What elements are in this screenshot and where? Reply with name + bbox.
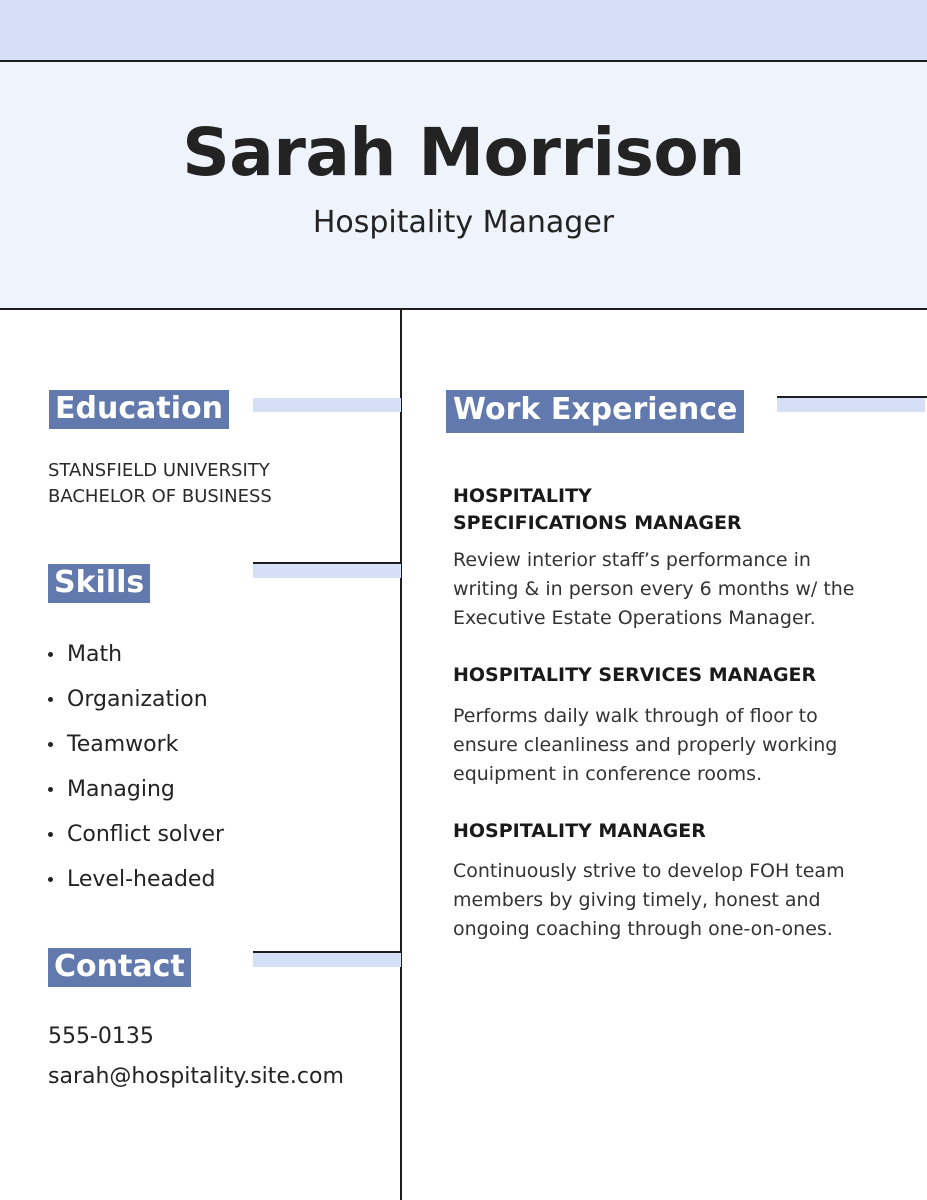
bullet-icon xyxy=(48,652,53,657)
job-title-line: SPECIFICATIONS MANAGER xyxy=(453,512,742,534)
skill-label: Managing xyxy=(67,777,175,802)
job-desc-line: Continuously strive to develop FOH team xyxy=(453,860,845,882)
bullet-icon xyxy=(48,832,53,837)
job-title xyxy=(453,483,893,537)
job-description xyxy=(453,702,893,789)
contact-phone: 555-0135 xyxy=(48,1024,154,1049)
job-desc-line: Review interior staff’s performance in xyxy=(453,549,811,571)
job-desc-line: members by giving timely, honest and xyxy=(453,889,821,911)
job-desc-line: Performs daily walk through of floor to xyxy=(453,705,818,727)
bullet-icon xyxy=(48,697,53,702)
job-title-line: HOSPITALITY xyxy=(453,485,592,507)
candidate-name: Sarah Morrison xyxy=(182,114,745,191)
job-title xyxy=(453,662,893,689)
work-accent-bar xyxy=(777,398,925,412)
job-description xyxy=(453,546,893,633)
candidate-title: Hospitality Manager xyxy=(312,205,615,240)
skill-item xyxy=(48,677,224,722)
education-heading: Education xyxy=(49,390,229,429)
skill-item xyxy=(48,812,224,857)
job-desc-line: equipment in conference rooms. xyxy=(453,763,763,785)
skill-label: Math xyxy=(67,642,123,667)
top-band xyxy=(0,0,927,61)
job-description xyxy=(453,857,893,944)
education-degree: BACHELOR OF BUSINESS xyxy=(48,486,272,507)
skills-heading: Skills xyxy=(48,564,150,603)
bullet-icon xyxy=(48,787,53,792)
job-desc-line: ongoing coaching through one-on-ones. xyxy=(453,918,833,940)
job-title-line: HOSPITALITY SERVICES MANAGER xyxy=(453,664,817,686)
skill-label: Conflict solver xyxy=(67,822,225,847)
skill-label: Organization xyxy=(67,687,208,712)
contact-email: sarah@hospitality.site.com xyxy=(48,1064,344,1089)
education-details xyxy=(48,458,272,510)
contact-accent-bar xyxy=(253,953,401,967)
education-school: STANSFIELD UNIVERSITY xyxy=(48,460,270,481)
skill-item xyxy=(48,632,224,677)
job-desc-line: Executive Estate Operations Manager. xyxy=(453,607,816,629)
contact-heading: Contact xyxy=(48,948,191,987)
skill-label: Teamwork xyxy=(67,732,179,757)
column-divider xyxy=(400,309,402,1200)
job-desc-line: writing & in person every 6 months w/ the xyxy=(453,578,855,600)
skill-item xyxy=(48,767,224,812)
work-experience-heading: Work Experience xyxy=(446,390,744,433)
skills-list xyxy=(48,632,224,902)
skills-accent-bar xyxy=(253,564,401,578)
bullet-icon xyxy=(48,877,53,882)
skill-item xyxy=(48,722,224,767)
skill-item xyxy=(48,857,224,902)
education-accent-bar xyxy=(253,398,401,412)
job-title xyxy=(453,818,893,845)
job-desc-line: ensure cleanliness and properly working xyxy=(453,734,838,756)
job-title-line: HOSPITALITY MANAGER xyxy=(453,820,706,842)
header-bottom-rule xyxy=(0,308,927,310)
bullet-icon xyxy=(48,742,53,747)
skill-label: Level-headed xyxy=(67,867,216,892)
